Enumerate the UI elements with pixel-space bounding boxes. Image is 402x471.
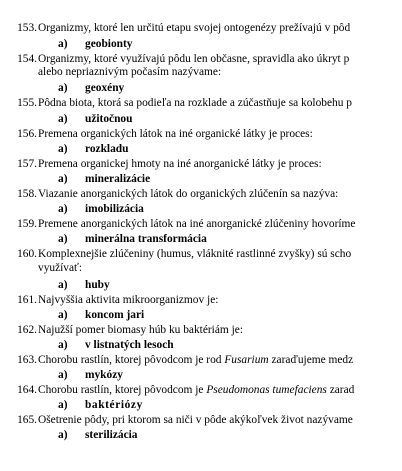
question-158 [0,187,402,201]
answer-157 [0,172,402,186]
question-number: 154. [17,53,37,65]
question-number: 160. [17,248,37,260]
question-number: 161. [17,294,37,306]
answer-153 [0,37,402,51]
answer-154 [0,81,402,95]
answer-option: a) [58,38,68,50]
answer-text: geoxény [85,82,125,94]
answer-option: a) [58,173,68,185]
question-number: 155. [17,97,37,109]
question-text-part: zarad [326,384,355,396]
question-153 [0,21,402,35]
answer-164 [0,398,402,412]
question-text: Premena organických látok na iné organické látky je proces: [38,128,313,140]
question-number: 163. [17,354,37,366]
question-154 [0,52,402,66]
answer-text: sterilizácia [85,429,138,441]
answer-option: a) [58,203,68,215]
answer-159 [0,232,402,246]
answer-155 [0,112,402,126]
question-text: Organizmy, ktoré len určitú etapu svojej ontogenézy prežívajú v pôd [38,22,351,34]
question-159 [0,217,402,231]
question-text: Ošetrenie pôdy, pri ktorom sa niči v pôde akýkoľvek život nazývame [38,414,353,426]
answer-text: mykózy [85,369,123,381]
question-text [38,353,353,367]
question-number: 153. [17,22,37,34]
answer-text: imobilizácia [85,203,144,215]
answer-text: huby [85,279,110,291]
question-162 [0,323,402,337]
question-157 [0,157,402,171]
answer-option: a) [58,429,68,441]
answer-158 [0,202,402,216]
question-160 [0,247,402,261]
question-text: Premena organickej hmoty na iné anorganické látky je proces: [38,158,322,170]
taxon-name: Pseudomonas tumefaciens [206,384,327,396]
answer-text: minerálna transformácia [85,233,207,245]
answer-text: mineralizácie [85,173,151,185]
question-number: 164. [17,384,37,396]
answer-text: koncom jari [85,309,145,321]
answer-option: a) [58,369,68,381]
question-text: Najužší pomer biomasy húb ku baktériám je: [38,324,243,336]
answer-option: a) [58,113,68,125]
answer-text: baktériózy [85,399,143,411]
question-163 [0,353,402,367]
answer-165 [0,428,402,442]
answer-option: a) [58,233,68,245]
answer-163 [0,368,402,382]
question-160-continuation [0,261,402,275]
answer-text: v listnatých lesoch [85,339,174,351]
question-number: 157. [17,158,37,170]
answer-text: užitočnou [85,113,133,125]
question-text: Pôdna biota, ktorá sa podieľa na rozklade a zúčastňuje sa kolobehu p [38,97,352,109]
question-text: Najvyššia aktivita mikroorganizmov je: [38,294,219,306]
question-number: 165. [17,414,37,426]
answer-option: a) [58,339,68,351]
question-164 [0,383,402,397]
answer-162 [0,338,402,352]
answer-160 [0,278,402,292]
question-text-part: zaraďujeme medz [268,354,354,366]
answer-text: rozkladu [85,143,129,155]
question-text-part: Chorobu rastlín, ktorej pôvodcom je rod [38,354,225,366]
taxon-name: Fusarium [224,354,269,366]
question-text: Premene anorganických látok na iné anorganické zlúčeniny hovoríme [38,218,356,230]
answer-option: a) [58,399,68,411]
answer-option: a) [58,279,68,291]
answer-option: a) [58,309,68,321]
question-text [38,383,354,397]
question-number: 158. [17,188,37,200]
question-text: Viazanie anorganických látok do organických zlúčenín sa nazýva: [38,188,339,200]
question-number: 159. [17,218,37,230]
question-text: Komplexnejšie zlúčeniny (humus, vláknité rastlinné zvyšky) sú scho [38,248,352,260]
answer-156 [0,142,402,156]
question-165 [0,413,402,427]
question-155 [0,96,402,110]
answer-text: geobionty [85,38,133,50]
question-number: 156. [17,128,37,140]
question-text-continuation: alebo nepriaznivým počasím nazývame: [38,66,222,78]
question-text-continuation: využívať: [38,262,83,274]
question-154-continuation [0,65,402,79]
question-text: Organizmy, ktoré využívajú pôdu len občasne, spravidla ako úkryt p [38,53,350,65]
answer-option: a) [58,143,68,155]
question-156 [0,127,402,141]
answer-161 [0,308,402,322]
question-161 [0,293,402,307]
answer-option: a) [58,82,68,94]
question-text-part: Chorobu rastlín, ktorej pôvodcom je [38,384,207,396]
question-number: 162. [17,324,37,336]
